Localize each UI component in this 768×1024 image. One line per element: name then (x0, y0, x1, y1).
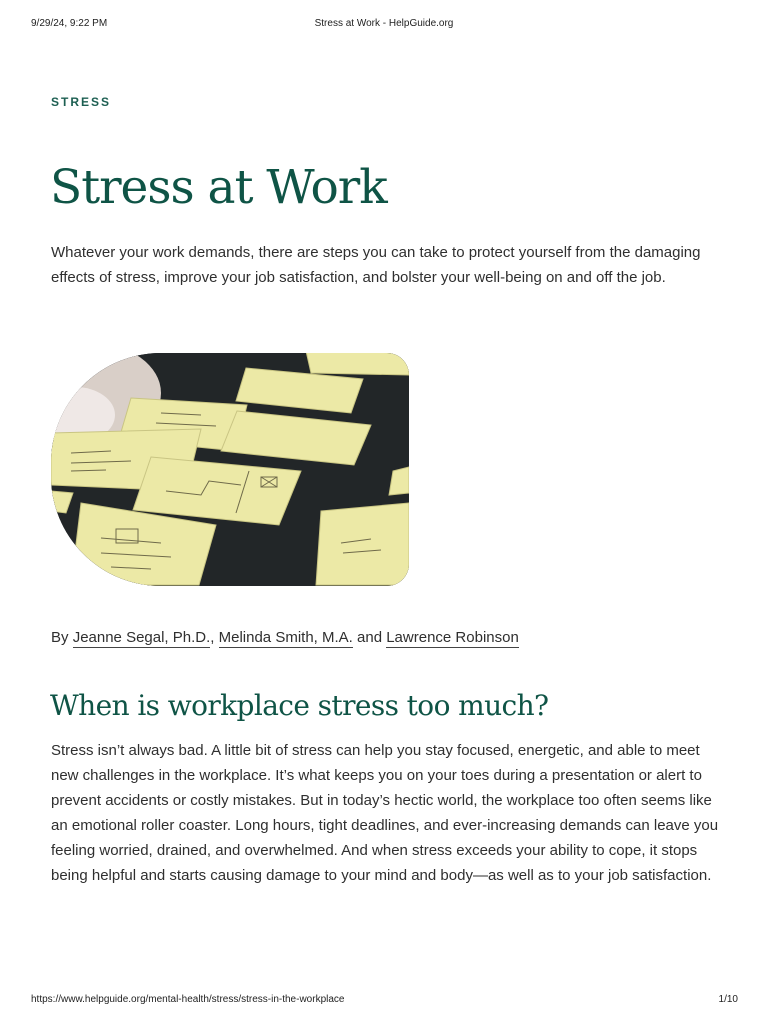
author-link[interactable]: Jeanne Segal, Ph.D. (72, 629, 211, 646)
print-date: 9/29/24, 9:22 PM (31, 18, 108, 29)
article-lede: Whatever your work demands, there are steps you can take to protect yourself from the damaging effects of stress, improve your job satisfaction, and bolster your well-being on and off the job. (51, 244, 701, 286)
author-link[interactable]: Lawrence Robinson (386, 629, 519, 646)
section-heading: When is workplace stress too much? (50, 689, 549, 722)
article-title: Stress at Work (50, 160, 387, 215)
byline-separator: , (210, 629, 215, 646)
byline-prefix: By (51, 629, 69, 646)
hero-image (51, 353, 409, 586)
print-url: https://www.helpguide.org/mental-health/stress/stress-in-the-workplace (31, 994, 345, 1005)
print-header (31, 18, 737, 34)
author-byline (51, 627, 519, 649)
print-page-number: 1/10 (718, 994, 738, 1005)
author-link[interactable]: Melinda Smith, M.A. (218, 629, 353, 646)
sticky-notes-photo (51, 353, 409, 586)
print-footer (31, 994, 738, 1010)
byline-conjunction: and (357, 629, 383, 646)
category-label[interactable]: STRESS (51, 95, 112, 109)
section-body: Stress isn’t always bad. A little bit of stress can help you stay focused, energetic, and able to meet new challenges in the workplace. It’s what keeps you on your toes during a presentation or alert to prevent accidents or costly mistakes. But in today’s hectic world, the workplace too often seems like an emotional roller coaster. Long hours, tight deadlines, and ever-increasing demands can leave you feeling worried, drained, and overwhelmed. And when stress exceeds your ability to cope, it stops being helpful and starts causing damage to your mind and body—as well as to your job satisfaction. (51, 742, 719, 884)
print-document-title: Stress at Work - HelpGuide.org (314, 18, 454, 29)
